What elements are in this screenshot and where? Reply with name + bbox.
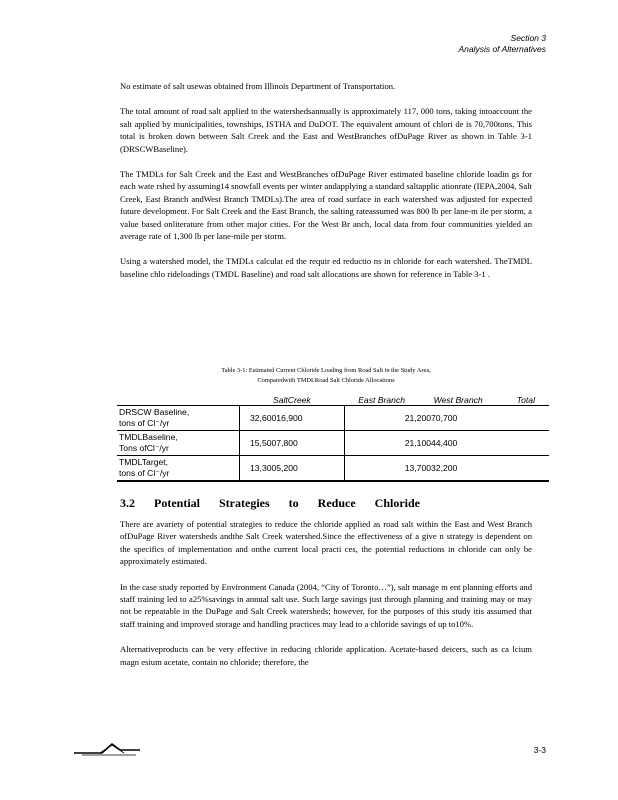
cell-west-branch-total: 21,10044,400 bbox=[344, 431, 549, 456]
cell-salt-creek-east-branch: 15,5007,800 bbox=[240, 431, 345, 456]
page-number: 3-3 bbox=[533, 745, 546, 755]
section-heading bbox=[120, 496, 420, 511]
paragraph-total-salt: The total amount of road salt applied to the watershedsannually is approximately 117, 000 tons, taking intoaccount the salt applied by municipalities, townships, ISTHA and DuDOT. The equivalent amount of chlori de is 70,700tons. This total is broken down between Salt Creek and the East and WestBranches ofDuPage River as shown in Table 3-1 (DRSCWBaseline). bbox=[120, 106, 532, 154]
cell-west-branch-total: 13,70032,200 bbox=[344, 456, 549, 482]
row-label bbox=[117, 431, 240, 456]
row-label-line2: Tons ofCl⁻/yr bbox=[119, 443, 169, 453]
paragraph-alternative-products: Alternativeproducts can be very effective in reducing chloride application. Acetate-based deicers, such as ca lcium magn esium acetate, contain no chloride; therefore, the bbox=[120, 644, 532, 667]
body-text-bottom bbox=[120, 518, 532, 668]
company-logo-icon bbox=[72, 740, 142, 761]
body-text-top bbox=[120, 80, 532, 280]
cell-west-branch-total: 21,20070,700 bbox=[344, 406, 549, 431]
table-title bbox=[120, 366, 532, 386]
row-label bbox=[117, 406, 240, 431]
page-header bbox=[458, 33, 546, 55]
table-header-row bbox=[117, 395, 549, 406]
paragraph-tmdl-baseline: The TMDLs for Salt Creek and the East and WestBranches ofDuPage River estimated baseline chloride loadin gs for each wate rshed by assuming14 snowfall events per winter andapplying a standard saltapplic ationrate (IEPA,2004, Salt Creek, East Branch andWest Branch TMDLs).The area of road surface in each watershed was adjusted for expected future development. For Salt Creek and the East Branch, the salting rateassumed was 800 lb per lane-m ile per storm, a value based onliterature from other major cities. For the West Br anch, local data from four communities yielded an average rate of 1,300 lb per lane-mile per storm. bbox=[120, 169, 532, 242]
column-header-salt-creek: SaltCreek bbox=[240, 395, 345, 406]
paragraph-no-estimate: No estimate of salt usewas obtained from Illinois Department of Transportation. bbox=[120, 81, 396, 91]
row-label-line1: DRSCW Baseline, bbox=[119, 407, 190, 417]
paragraph-case-study: In the case study reported by Environment Canada (2004, “City of Toronto…”), salt manage m ent planning efforts and staff training led to a25%savings in annual salt use. Such large savings just through planning and training may or may not be repeatable in the DuPage and Salt Creek watersheds; however, for the purposes of this study itis assumed that staff training and improved storage and handling practices may lead to a chloride savings of up to10%. bbox=[120, 581, 532, 629]
row-label-line1: TMDLBaseline, bbox=[119, 432, 178, 442]
paragraph-strategies: There are avariety of potential strategies to reduce the chloride applied as road salt within the East and West Branch ofDuPage River watersheds andthe Salt Creek watershed.Since the effectiveness of a give n strategy is dependent on the specifics of implementation and onthe current local practi ces, the potential reductions in chloride can only be approximately estimated. bbox=[120, 519, 532, 567]
table-title-line1: Table 3-1: Estimated Current Chloride Loading from Road Salt in the Study Area, bbox=[221, 367, 431, 374]
table-title-line2: Comparedwith TMDLRoad Salt Chloride Allocations bbox=[257, 377, 395, 384]
section-title-word: Chloride bbox=[374, 496, 420, 510]
section-title-word: Reduce bbox=[317, 496, 356, 510]
table-row bbox=[117, 431, 549, 456]
row-label bbox=[117, 456, 240, 482]
table-row bbox=[117, 456, 549, 482]
row-label-line2: tons of Cl⁻/yr bbox=[119, 468, 170, 478]
table-header-blank bbox=[117, 395, 240, 406]
table-row bbox=[117, 406, 549, 431]
section-title-word: Strategies bbox=[219, 496, 270, 510]
chloride-loading-table bbox=[117, 395, 549, 482]
header-section: Section 3 bbox=[510, 33, 546, 43]
column-header-west-branch: West Branch bbox=[419, 395, 497, 406]
section-title-word: to bbox=[288, 496, 299, 510]
cell-salt-creek-east-branch: 13,3005,200 bbox=[240, 456, 345, 482]
row-label-line2: tons of Cl⁻/yr bbox=[119, 418, 170, 428]
row-label-line1: TMDLTarget, bbox=[119, 457, 169, 467]
column-header-total: Total bbox=[497, 395, 549, 406]
cell-salt-creek-east-branch: 32,60016,900 bbox=[240, 406, 345, 431]
header-title: Analysis of Alternatives bbox=[458, 44, 546, 54]
section-number: 3.2 bbox=[120, 496, 135, 510]
paragraph-watershed-model: Using a watershed model, the TMDLs calculat ed the requir ed reductio ns in chloride for each watershed. TheTMDL baseline chlo rideloadings (TMDL Baseline) and road salt allocations are shown for reference in Table 3-1 . bbox=[120, 256, 532, 279]
section-title-word: Potential bbox=[154, 496, 200, 510]
column-header-east-branch: East Branch bbox=[344, 395, 419, 406]
